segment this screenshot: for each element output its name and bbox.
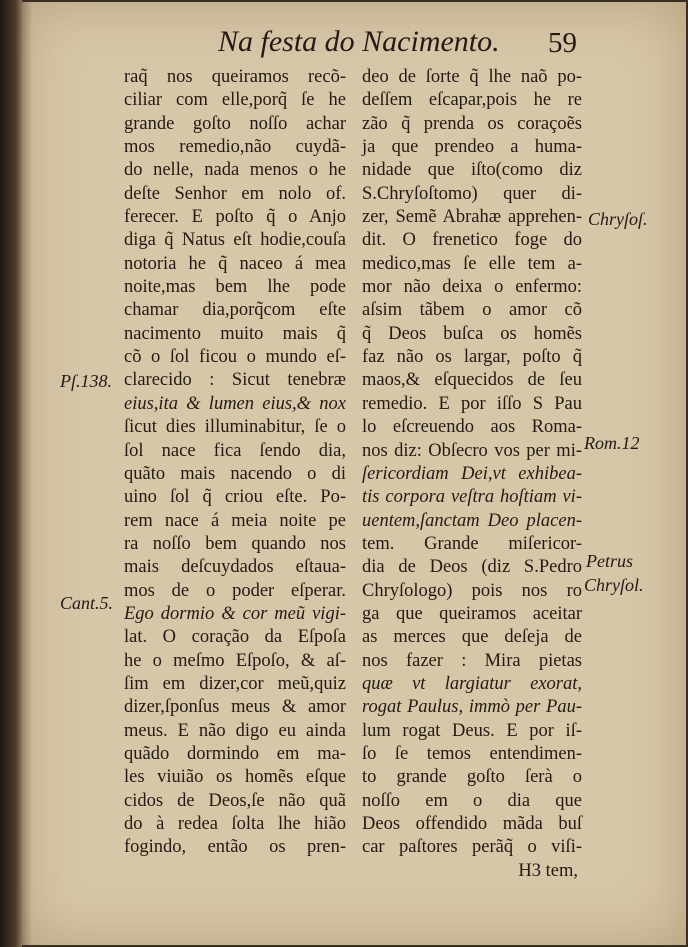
text-line: mor não deixa o enfermo: — [362, 277, 582, 298]
text-line: Chryſologo) pois nos ro — [362, 580, 582, 601]
text-line: faz não os largar, poſto q̃ — [362, 347, 582, 368]
text-line: Deos offendido mãda buſ — [362, 814, 582, 834]
text-line: deſſem eſcapar,pois he re — [362, 90, 582, 111]
text-line: meus. E não digo eu ainda — [124, 720, 346, 741]
text-line: raq̃ nos queiramos recõ- — [124, 67, 346, 87]
text-line: do à redea ſolta lhe hião — [124, 814, 346, 834]
text-line: ra noſſo bem quando nos — [124, 533, 346, 554]
text-line: zer, Semẽ Abrahæ apprehen- — [362, 207, 582, 228]
text-line: notoria he q̃ naceo á mea — [124, 253, 346, 274]
text-line: uentem,ſanctam Deo placen- — [362, 510, 582, 531]
text-line: mais deſcuydados eſtaua- — [124, 557, 346, 578]
margin-note-petrus: Petrus — [586, 551, 633, 571]
page-number: 59 — [548, 27, 577, 59]
text-line: grande goſto noſſo achar — [124, 113, 346, 134]
text-line: rem nace á meia noite pe — [124, 510, 346, 531]
text-line: mos de o poder eſperar. — [124, 580, 346, 601]
text-line: ſol nace fica ſendo dia, — [124, 440, 346, 461]
text-line: quãto mais nacendo o di — [124, 463, 346, 484]
text-line: tem. Grande miſericor- — [362, 533, 582, 554]
page-edge-shadow — [22, 0, 32, 947]
text-line: ferecer. E poſto q̃ o Anjo — [124, 207, 346, 228]
margin-note-ps: Pſ.138. — [60, 371, 112, 391]
left-column — [124, 66, 346, 860]
text-line: aſsim tãbem o amor cõ — [362, 300, 582, 321]
text-line: cõ o ſol ficou o mundo eſ- — [124, 347, 346, 368]
text-line: car paſtores perãq̃ o viſi- — [362, 837, 582, 858]
text-line: diga q̃ Natus eſt hodie,couſa — [124, 230, 346, 251]
text-line: ciliar com elle,porq̃ ſe he — [124, 90, 346, 111]
text-line: lo eſcreuendo aos Roma- — [362, 417, 582, 438]
text-line: deo de ſorte q̃ lhe naõ po- — [362, 67, 582, 87]
text-line: quæ vt largiatur exorat, — [362, 673, 582, 694]
text-line: dit. O frenetico foge do — [362, 230, 582, 251]
text-line: ſericordiam Dei,vt exhibea- — [362, 463, 582, 484]
catchword-line: H3 tem, — [518, 860, 578, 881]
text-line: as merces que deſeja de — [362, 627, 582, 648]
text-line: fogindo, então os pren- — [124, 837, 346, 858]
text-line: S.Chryſoſtomo) quer di- — [362, 183, 582, 204]
text-line: cidos de Deos,ſe não quã — [124, 790, 346, 811]
text-line: nos fazer : Mira pietas — [362, 650, 582, 671]
text-line: rogat Paulus, immò per Pau- — [362, 697, 582, 718]
text-line: lat. O coração da Eſpoſa — [124, 627, 346, 648]
text-line: Ego dormio & cor meũ vigi- — [124, 603, 346, 624]
margin-note-chrysol: Chryſol. — [584, 575, 644, 595]
text-line: uino ſol q̃ criou eſte. Po- — [124, 487, 346, 508]
text-line: he o meſmo Eſpoſo, & aſ- — [124, 650, 346, 671]
text-line: nos diz: Obſecro vos per mi- — [362, 440, 582, 461]
text-line: to grande goſto ſerà o — [362, 767, 582, 788]
running-head: Na festa do Nacimento. — [218, 25, 500, 58]
text-line: ſo ſe temos entendimen- — [362, 743, 582, 764]
text-line: les viuião os homẽs eſque — [124, 767, 346, 788]
margin-note-cant: Cant.5. — [60, 593, 114, 613]
text-line: dizer,ſponſus meus & amor — [124, 697, 346, 718]
text-line: clarecido : Sicut tenebræ — [124, 370, 346, 391]
book-spine — [0, 0, 22, 947]
book-page — [22, 2, 686, 945]
text-line: q̃ Deos buſca os homẽs — [362, 323, 582, 344]
text-line: eius,ita & lumen eius,& nox — [124, 393, 346, 414]
text-line: do nelle, nada menos o he — [124, 160, 346, 181]
text-line: tis corpora veſtra hoſtiam vi- — [362, 487, 582, 508]
right-column — [362, 66, 582, 883]
text-line: chamar dia,porq̃com eſte — [124, 300, 346, 321]
text-line: ſim em dizer,cor meũ,quiz — [124, 673, 346, 694]
text-line: quãdo dormindo em ma- — [124, 743, 346, 764]
text-line: ja que prendeo a huma- — [362, 137, 582, 158]
margin-note-rom: Rom.12 — [584, 433, 640, 453]
text-line: dia de Deos (diz S.Pedro — [362, 557, 582, 578]
text-line: ga que queiramos aceitar — [362, 603, 582, 624]
text-line: nidade que iſto(como diz — [362, 160, 582, 181]
margin-note-chrys: Chryſoſ. — [588, 209, 648, 229]
text-line: noſſo em o dia que — [362, 790, 582, 811]
text-line: medico,mas ſe elle tem a- — [362, 253, 582, 274]
text-line: zão q̃ prenda os coraçoẽs — [362, 113, 582, 134]
text-line: noite,mas bem lhe pode — [124, 277, 346, 298]
text-line: ſicut dies illuminabitur, ſe o — [124, 417, 346, 438]
text-line: mos remedio,não cuydã- — [124, 137, 346, 158]
text-line: lum rogat Deus. E por iſ- — [362, 720, 582, 741]
text-line: maos,& eſquecidos de ſeu — [362, 370, 582, 391]
text-line: deſte Senhor em nolo of. — [124, 183, 346, 204]
text-line: remedio. E por iſſo S Pau — [362, 393, 582, 414]
text-line: nacimento muito mais q̃ — [124, 323, 346, 344]
